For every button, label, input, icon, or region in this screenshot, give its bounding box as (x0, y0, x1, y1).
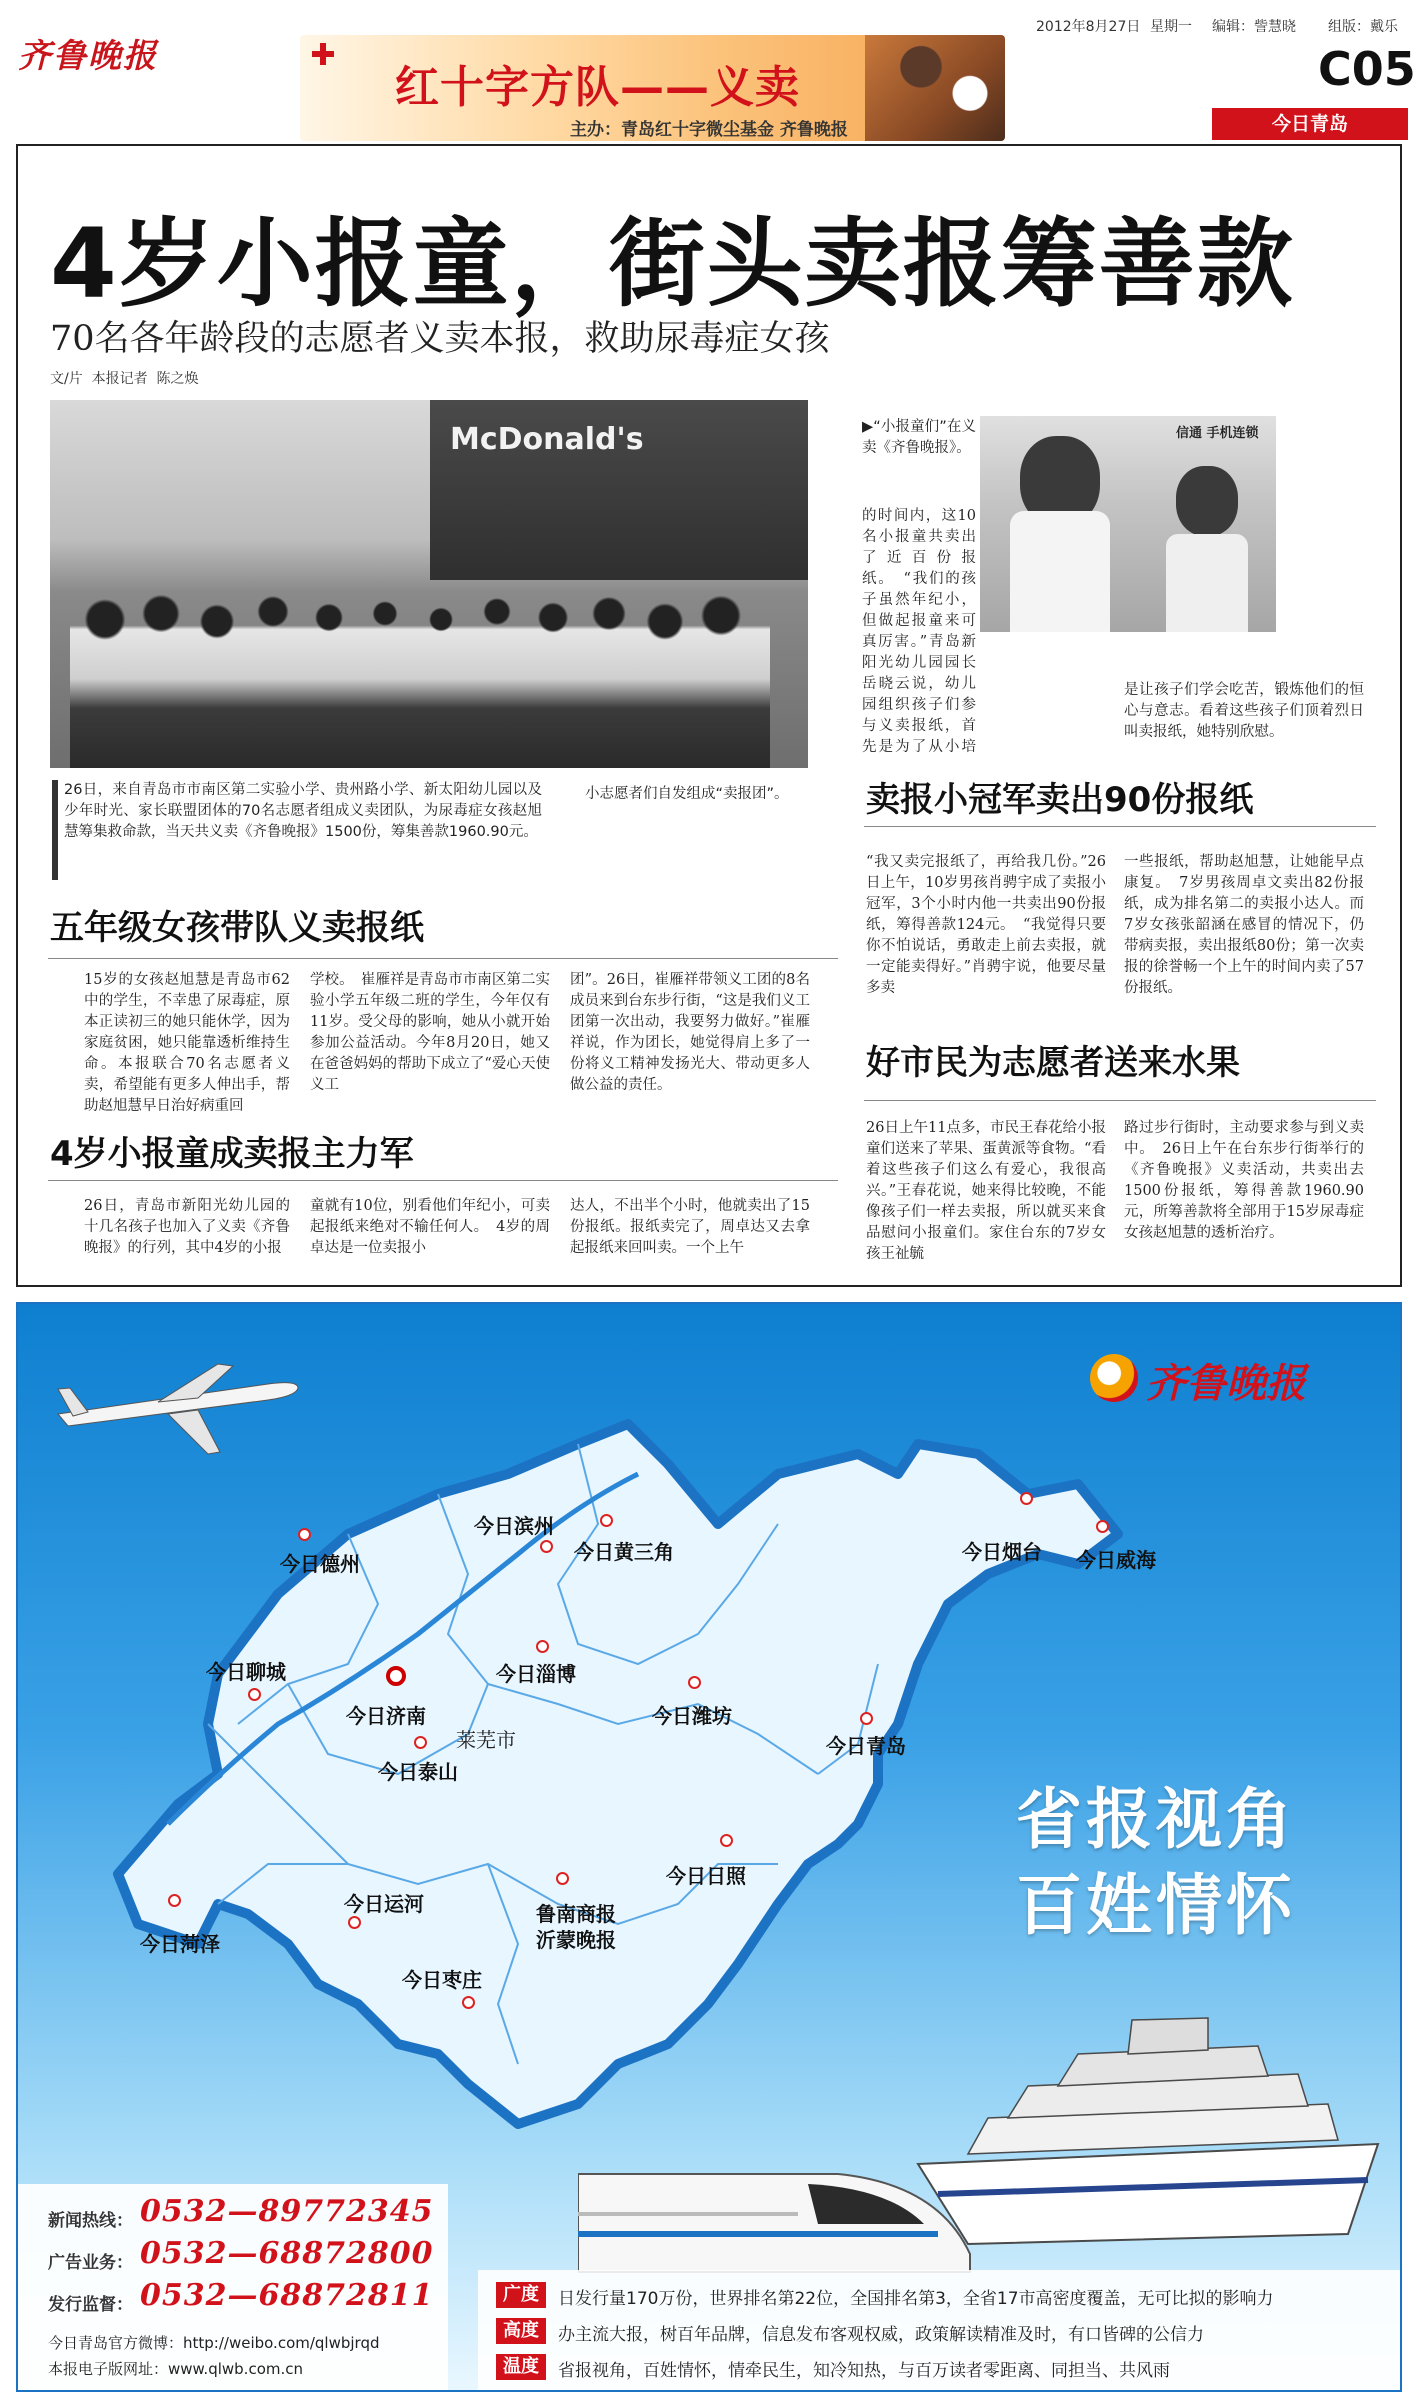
photo2-sign: 信通 手机连锁 (1176, 426, 1259, 441)
city-binzhou-dot (540, 1540, 553, 1553)
fifth-col-2: 学校。 崔雁祥是青岛市市南区第二实验小学五年级二班的学生，今年仅有11岁。受父母的影响，她从小就开始参加公益活动。今年8月20日，她又在爸爸妈妈的帮助下成立了“爱心天使义工 (310, 972, 550, 1093)
header-weekday: 星期一 (1150, 19, 1192, 35)
photo-crowd (70, 570, 770, 768)
hotline-distribution-label: 发行监督： (48, 2295, 133, 2315)
cruise-ship-icon (908, 1994, 1388, 2254)
photo-caption: 26日，来自青岛市市南区第二实验小学、贵州路小学、新太阳幼儿园以及少年时光、家长联盟团体的70名志愿者组成义卖团队，为尿毒症女孩赵旭慧筹集救命款，当天共义卖《齐鲁晚报》1500份，筹集善款1960.90元。 (64, 782, 542, 840)
ad-panel (16, 1302, 1402, 2392)
fifth-col-3: 团”。26日，崔雁祥带领义工团的8名成员来到台东步行街，“这是我们义工团第一次出动，我要努力做好。”崔雁祥说，作为团长，她觉得肩上多了一份将义工精神发扬光大、带动更多人做公益的责任。 (570, 972, 810, 1093)
city-laiwu: 莱芜市 (456, 1728, 516, 1752)
photo-caption-side: 小志愿者们自发组成“卖报团”。 (585, 786, 789, 802)
feature-tag-height: 高度 (496, 2318, 546, 2344)
banner-sponsor: 主办：青岛红十字微尘基金 齐鲁晚报 (570, 120, 848, 140)
hotline-distribution-number[interactable]: 0532—68872811 (140, 2278, 434, 2313)
city-taishan: 今日泰山 (378, 1760, 458, 1784)
city-weihai: 今日威海 (1076, 1548, 1156, 1572)
city-jinan: 今日济南 (346, 1704, 426, 1728)
col-right-top-1: 的时间内，这10名小报童共卖出了近百份报纸。 “我们的孩子虽然年纪小，但做起报童来可真厉害。”青岛新阳光幼儿园园长岳晓云说，幼儿园组织孩子们参与义卖报纸，首先是为了从小培 (862, 508, 976, 755)
city-rizhao-dot (720, 1834, 733, 1847)
feature-text-warmth: 省报视角，百姓情怀，情牵民生，知冷知热，与百万读者零距离、同担当、共风雨 (558, 2361, 1170, 2381)
banner-title: 红十字方队——义卖 (395, 62, 800, 113)
city-qingdao: 今日青岛 (826, 1734, 906, 1758)
banner (300, 35, 1005, 141)
city-weihai-dot (1096, 1520, 1109, 1533)
city-taishan-dot (414, 1736, 427, 1749)
city-weifang-dot (688, 1676, 701, 1689)
city-liaocheng-dot (248, 1688, 261, 1701)
hotline-news-label: 新闻热线： (48, 2211, 133, 2231)
masthead-logo: 齐鲁晚报 (18, 36, 158, 75)
champion-col-1: “我又卖完报纸了，再给我几份。”26日上午，10岁男孩肖骋宇成了卖报小冠军，3个小时内他一共卖出90份报纸，筹得善款124元。 “我觉得只要你不怕说话，勇敢走上前去卖报，就一定能卖得好。”肖骋宇说，他要尽量多卖 (866, 854, 1106, 996)
city-qingdao-dot (860, 1712, 873, 1725)
weibo-link[interactable]: 今日青岛官方微博：http://weibo.com/qlwbjrqd (48, 2334, 380, 2352)
kid-two (1176, 466, 1238, 536)
slogan-2: 百姓情怀 (1016, 1867, 1296, 1944)
caption-bar (52, 780, 58, 880)
heading-fruit: 好市民为志愿者送来水果 (866, 1043, 1240, 1083)
rule-fruit (864, 1100, 1376, 1101)
city-yunhe-dot (348, 1916, 361, 1929)
header-layout: 组版：戴乐 (1328, 19, 1398, 35)
city-heze-dot (168, 1894, 181, 1907)
city-zibo-dot (536, 1640, 549, 1653)
main-photo (50, 400, 808, 768)
city-heze: 今日菏泽 (140, 1932, 220, 1956)
hotline-news-number[interactable]: 0532—89772345 (140, 2194, 434, 2229)
city-huangsanjiao-dot (600, 1514, 613, 1527)
city-yantai: 今日烟台 (962, 1540, 1042, 1564)
feature-text-height: 办主流大报，树百年品牌，信息发布客观权威，政策解读精准及时，有口皆碑的公信力 (558, 2325, 1204, 2345)
photo2-caption: ▶“小报童们”在义卖《齐鲁晚报》。 (862, 419, 976, 456)
train-icon (578, 2114, 978, 2274)
city-linyi-dot (556, 1872, 569, 1885)
banner-photo (865, 35, 1005, 141)
feature-text-breadth: 日发行量170万份，世界排名第22位，全国排名第3，全省17市高密度覆盖，无可比拟的影响力 (558, 2289, 1274, 2309)
heading-champion: 卖报小冠军卖出90份报纸 (866, 780, 1254, 820)
city-rizhao: 今日日照 (666, 1864, 746, 1888)
feature-tag-breadth: 广度 (496, 2282, 546, 2308)
city-yimeng: 沂蒙晚报 (536, 1928, 616, 1952)
heading-fifth-grade: 五年级女孩带队义卖报纸 (50, 908, 424, 948)
four-col-2: 童就有10位，别看他们年纪小，可卖起报纸来绝对不输任何人。 4岁的周卓达是一位卖报小 (310, 1198, 550, 1256)
city-huangsanjiao: 今日黄三角 (574, 1540, 674, 1564)
fifth-col-1: 15岁的女孩赵旭慧是青岛市62中的学生，不幸患了尿毒症，原本正读初三的她只能休学，因为家庭贫困，她只能靠透析维持生命。本报联合70名志愿者义卖，希望能有更多人伸出手，帮助赵旭慧早日治好病重回 (84, 972, 290, 1114)
slogan-1: 省报视角 (1016, 1781, 1296, 1858)
city-lunan: 鲁南商报 (536, 1902, 616, 1926)
ad-logo-text: 齐鲁晚报 (1146, 1360, 1306, 1407)
city-weifang: 今日潍坊 (652, 1704, 732, 1728)
rule-four (48, 1180, 838, 1181)
fruit-col-2: 路过步行街时，主动要求参与到义卖中。 26日上午在台东步行街举行的《齐鲁晚报》义卖活动，共卖出去1500份报纸，筹得善款1960.90元，所筹善款将全部用于15岁尿毒症女孩赵旭慧的透析治疗。 (1124, 1120, 1364, 1241)
city-liaocheng: 今日聊城 (206, 1660, 286, 1684)
city-zaozhuang-dot (462, 1996, 475, 2009)
city-binzhou: 今日滨州 (474, 1514, 554, 1538)
city-zaozhuang: 今日枣庄 (402, 1968, 482, 1992)
city-zibo: 今日淄博 (496, 1662, 576, 1686)
city-dezhou-dot (298, 1528, 311, 1541)
city-dezhou: 今日德州 (280, 1552, 360, 1576)
epaper-link[interactable]: 本报电子版网址：www.qlwb.com.cn (48, 2360, 304, 2378)
city-yunhe: 今日运河 (344, 1892, 424, 1916)
red-cross-icon (312, 43, 334, 65)
four-col-3: 达人，不出半个小时，他就卖出了15份报纸。报纸卖完了，周卓达又去拿起报纸来回叫卖。一个上午 (570, 1198, 810, 1256)
header-editor: 编辑：訾慧晓 (1212, 19, 1296, 35)
kid-two-body (1166, 534, 1248, 632)
hotline-ad-number[interactable]: 0532—68872800 (140, 2236, 434, 2271)
col-right-top-2: 是让孩子们学会吃苦，锻炼他们的恒心与意志。看着这些孩子们顶着烈日叫卖报纸，她特别欣慰。 (1124, 682, 1364, 740)
city-jinan-dot (386, 1666, 406, 1686)
byline: 文/片 本报记者 陈之焕 (50, 371, 199, 387)
feature-tag-warmth: 温度 (496, 2354, 546, 2380)
headline: 4岁小报童，街头卖报筹善款 (50, 208, 1295, 320)
rule-champion (864, 826, 1376, 827)
photo-kids (980, 416, 1276, 632)
hotline-ad-label: 广告业务： (48, 2253, 133, 2273)
fruit-col-1: 26日上午11点多，市民王春花给小报童们送来了苹果、蛋黄派等食物。“看着这些孩子们这么有爱心，我很高兴。”王春花说，她来得比较晚，不能像孩子们一样去卖报，所以就买来食品慰问小报童们。家住台东的7岁女孩王祉毓 (866, 1120, 1106, 1262)
city-yantai-dot (1020, 1492, 1033, 1505)
champion-col-2: 一些报纸，帮助赵旭慧，让她能早点康复。 7岁男孩周卓文卖出82份报纸，成为排名第二的卖报小达人。而7岁女孩张韶涵在感冒的情况下，仍带病卖报，卖出报纸80份；第一次卖报的徐誉畅一个上午的时间内卖了57份报纸。 (1124, 854, 1364, 996)
rule-fifth (48, 958, 838, 959)
page-number: C05 (1318, 42, 1416, 96)
header-date: 2012年8月27日 (1036, 19, 1141, 35)
heading-four-year-old: 4岁小报童成卖报主力军 (50, 1134, 414, 1174)
subtitle: 70名各年龄段的志愿者义卖本报，救助尿毒症女孩 (50, 319, 830, 359)
kid-one-body (1010, 511, 1110, 632)
four-col-1: 26日，青岛市新阳光幼儿园的十几名孩子也加入了义卖《齐鲁晚报》的行列，其中4岁的小报 (84, 1198, 290, 1256)
photo-sign: McDonald's (450, 422, 644, 457)
section-tab: 今日青岛 (1212, 108, 1408, 140)
